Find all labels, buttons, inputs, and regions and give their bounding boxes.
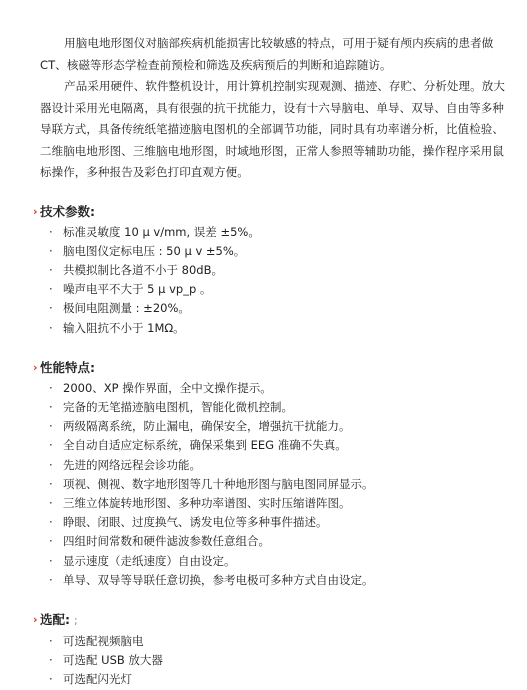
list-item-text: 输入阻抗不小于 1MΩ。 [63, 320, 185, 335]
features-title [33, 357, 513, 379]
list-item [49, 319, 513, 338]
bullet-icon: · [49, 653, 53, 668]
options-list [40, 632, 513, 690]
bullet-icon: · [49, 224, 53, 239]
bullet-icon: · [49, 380, 53, 395]
list-item [49, 280, 513, 299]
bullet-icon: · [49, 572, 53, 587]
list-item [49, 242, 513, 261]
list-item-text: 睁眼、闭眼、过度换气、诱发电位等多种事件描述。 [63, 515, 328, 530]
options-title [33, 609, 513, 632]
bullet-icon: · [49, 262, 53, 277]
list-item-text: 全自动自适应定标系统，确保采集到 EEG 准确不失真。 [63, 438, 347, 453]
list-item-text: 共模拟制比各道不小于 80dB。 [63, 262, 223, 277]
bullet-icon: · [49, 633, 53, 648]
intro-paragraph-1: 用脑电地形图仪对脑部疾病机能损害比较敏感的特点，可用于疑有颅内疾病的患者做 CT、核磁等形态学检查前预检和筛选及疾病预后的判断和追踪随访。 [40, 36, 494, 72]
section-marker-icon: › [33, 360, 38, 374]
bullet-icon: · [49, 534, 53, 549]
list-item-text: 可选配 USB 放大器 [63, 653, 163, 668]
bullet-icon: · [49, 282, 53, 297]
list-item [49, 670, 513, 689]
specs-title-text: 技术参数: [40, 203, 95, 219]
list-item-text: 单导、双导等导联任意切换，参考电极可多种方式自由设定。 [63, 572, 374, 587]
list-item [49, 632, 513, 651]
list-item-text: 噪声电平不大于 5 μ vp_p 。 [63, 282, 212, 297]
list-item-text: 四组时间常数和硬件滤波参数任意组合。 [63, 534, 270, 549]
options-section [33, 609, 513, 690]
specs-title [33, 201, 513, 223]
list-item [49, 223, 513, 242]
list-item [49, 379, 513, 398]
section-marker-icon: › [33, 612, 38, 626]
options-title-text: 选配: [40, 611, 70, 627]
features-list [40, 379, 513, 590]
list-item [49, 552, 513, 571]
list-item [49, 299, 513, 318]
list-item-text: 可选配闪光灯 [63, 672, 132, 687]
list-item-text: 完备的无笔描迹脑电图机，智能化微机控制。 [63, 399, 293, 414]
bullet-icon: · [49, 320, 53, 335]
list-item [49, 475, 513, 494]
list-item [49, 532, 513, 551]
specs-list [40, 223, 513, 338]
bullet-icon: · [49, 457, 53, 472]
section-marker-icon: › [33, 204, 38, 218]
list-item-text: 可选配视频脑电 [63, 633, 144, 648]
list-item [49, 513, 513, 532]
bullet-icon: · [49, 419, 53, 434]
bullet-icon: · [49, 495, 53, 510]
list-item-text: 项视、侧视、数字地形图等几十种地形图与脑电图同屏显示。 [63, 476, 374, 491]
bullet-icon: · [49, 553, 53, 568]
bullet-icon: · [49, 399, 53, 414]
list-item [49, 494, 513, 513]
list-item [49, 571, 513, 590]
list-item [49, 651, 513, 670]
list-item-text: 三维立体旋转地形图、多种功率谱图、实时压缩谱阵图。 [63, 495, 351, 510]
list-item-text: 2000、XP 操作界面，全中文操作提示。 [63, 380, 272, 395]
intro-paragraph-2: 产品采用硬件、软件整机设计，用计算机控制实现观测、描迹、存贮、分析处理。放大器设计采用光电隔离，具有很强的抗干扰能力，设有十六导脑电、单导、双导、自由等多种导联方式，具备传统纸笔描迹脑电图机的全部调节功能，同时具有功率谱分析，比值检验、二维脑电地形图、三维脑电地形图，时域地形图，正常人参照等辅助功能，操作程序采用鼠标操作，多种报告及彩色打印直观方便。 [40, 79, 505, 179]
intro-section [40, 33, 513, 184]
bullet-icon: · [49, 672, 53, 687]
list-item-text: 先进的网络远程会诊功能。 [63, 457, 201, 472]
features-title-text: 性能特点: [40, 359, 95, 375]
list-item-text: 脑电图仪定标电压 : 50 μ v ±5%。 [63, 243, 246, 258]
bullet-icon: · [49, 301, 53, 316]
list-item-text: 标准灵敏度 10 μ v/mm, 误差 ±5%。 [63, 224, 260, 239]
list-item-text: 两级隔离系统，防止漏电，确保安全，增强抗干扰能力。 [63, 419, 351, 434]
bullet-icon: · [49, 438, 53, 453]
features-section [33, 357, 513, 590]
list-item-text: 显示速度（走纸速度）自由设定。 [63, 553, 236, 568]
list-item [49, 456, 513, 475]
bullet-icon: · [49, 515, 53, 530]
list-item-text: 极间电阻测量 : ±20%。 [63, 301, 190, 316]
list-item [49, 261, 513, 280]
bullet-icon: · [49, 476, 53, 491]
bullet-icon: · [49, 243, 53, 258]
list-item [49, 398, 513, 417]
specs-section [33, 201, 513, 338]
options-title-trail: ; [74, 613, 78, 627]
list-item [49, 436, 513, 455]
list-item [49, 417, 513, 436]
